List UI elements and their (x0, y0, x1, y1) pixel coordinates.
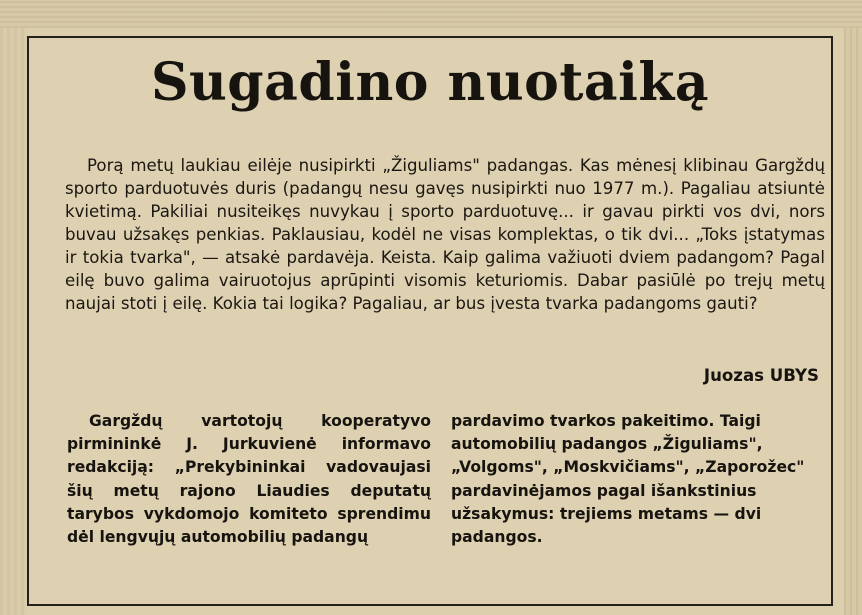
article-box (27, 36, 833, 606)
adjacent-article-bleed-left (0, 28, 26, 615)
headline: Sugadino nuotaiką (150, 52, 710, 113)
editorial-reply-column-2: pardavimo tvarkos pakeitimo. Taigi automobilių padangos „Žiguliams", „Volgoms", „Moskvičiams", „Zaporožec" pardavinėjamos pagal išankstinius užsakymus: trejiems metams — dvi padangos. (451, 412, 805, 547)
adjacent-article-bleed-top (0, 0, 862, 28)
author-signature: Juozas UBYS (703, 366, 819, 385)
editorial-reply-column-1: Gargždų vartotojų kooperatyvo pirmininkė J. Jurkuvienė informavo redakciją: „Prekybininkai vadovaujasi šių metų rajono Liaudies deputatų tarybos vykdomojo komiteto sprendimu dėl lengvųjų automobilių padangų (67, 412, 431, 547)
reader-letter: Porą metų laukiau eilėje nusipirkti „Žiguliams" padangas. Kas mėnesį klibinau Gargždų sporto parduotuvės duris (padangų nesu gavęs nusipirkti nuo 1977 m.). Pagaliau atsiuntė kvietimą. Pakiliai nusiteikęs nuvykau į sporto parduotuvę... ir gavau pirkti vos dvi, nors buvau užsakęs penkias. Paklausiau, kodėl ne visas komplektas, o tik dvi... „Toks įstatymas ir tokia tvarka", — atsakė pardavėja. Keista. Kaip galima važiuoti dviem padangom? Pagal eilę buvo galima vairuotojus aprūpinti visomis keturiomis. Dabar pasiūlė po trejų metų naujai stoti į eilę. Kokia tai logika? Pagaliau, ar bus įvesta tvarka padangoms gauti? (65, 156, 825, 313)
adjacent-article-bleed-right (844, 28, 862, 615)
